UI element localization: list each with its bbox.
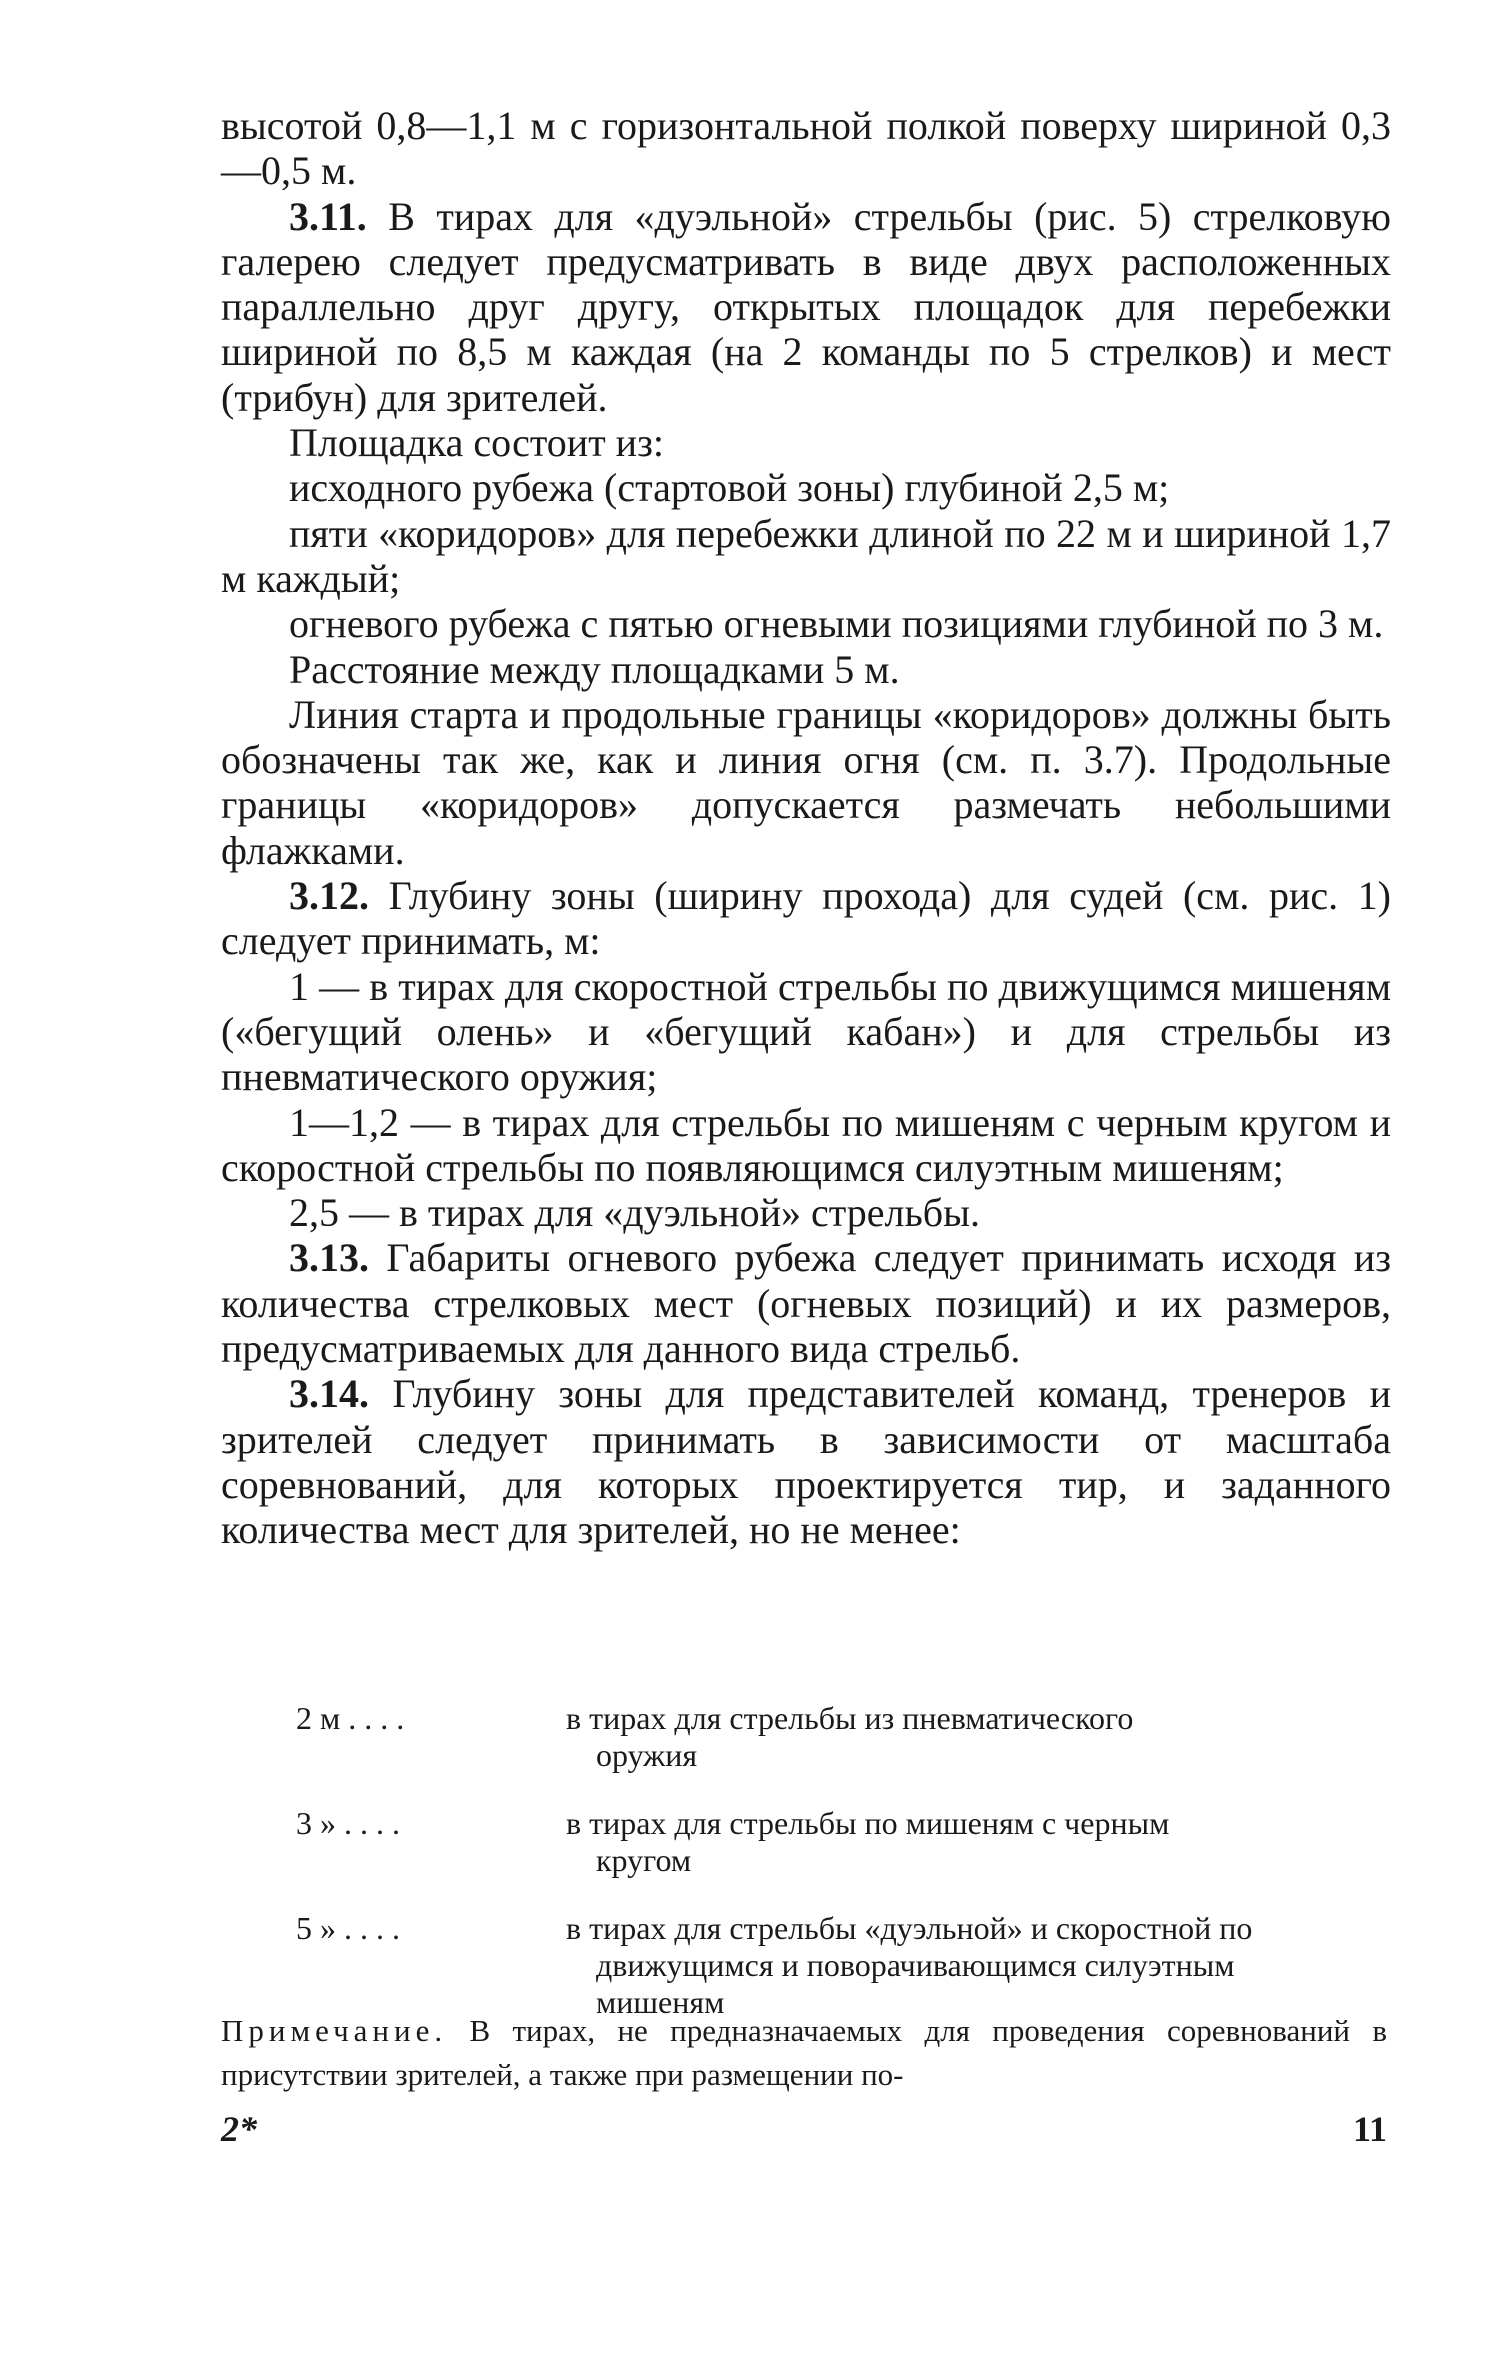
table-row (296, 1700, 1336, 1774)
paragraph: огневого рубежа с пятью огневыми позициями глубиной по 3 м. (289, 601, 1384, 647)
section-number: 3.11. (289, 193, 367, 239)
table-description-line: оружия (596, 1737, 698, 1773)
list-item: 2,5 — в тирах для «дуэльной» стрельбы. (289, 1190, 980, 1236)
paragraph: исходного рубежа (стартовой зоны) глубиной 2,5 м; (289, 465, 1170, 511)
paragraph-text: Глубину зоны (ширину прохода) для судей (см. рис. 1) следует принимать, м: (221, 873, 1391, 964)
section-number: 3.14. (289, 1371, 369, 1417)
table-description-line: в тирах для стрельбы «дуэльной» и скоростной по движущимся и поворачивающимся силуэтным мишеням (566, 1910, 1253, 2020)
table-row (296, 1910, 1336, 2021)
paragraph-text: Глубину зоны для представителей команд, тренеров и зрителей следует принимать в зависимости от масштаба соревнований, для которых проектируется тир, и заданного количества мест для зрителей, но не менее: (221, 1371, 1391, 1553)
paragraph-3-13 (221, 1235, 1391, 1371)
body-text (221, 103, 1391, 1553)
paragraph-3-11 (221, 194, 1391, 420)
page-number: 11 (1352, 2109, 1387, 2149)
section-number: 3.13. (289, 1235, 369, 1281)
list-item: 1—1,2 — в тирах для стрельбы по мишеням с черным кругом и скоростной стрельбы по появляющимся силуэтным мишеням; (221, 1099, 1391, 1190)
table-key: 5 » . . . . (296, 1910, 400, 1946)
depth-table (296, 1700, 1336, 2052)
table-description (566, 1805, 1336, 1879)
paragraph-continuation: высотой 0,8—1,1 м с горизонтальной полкой поверху шириной 0,3—0,5 м. (221, 103, 1391, 194)
table-description (566, 1910, 1336, 2021)
paragraph-text: В тирах для «дуэльной» стрельбы (рис. 5) стрелковую галерею следует предусматривать в виде двух расположенных параллельно друг другу, открытых площадок для перебежки шириной по 8,5 м каждая (на 2 команды по 5 стрелков) и мест (трибун) для зрителей. (221, 193, 1391, 420)
table-row (296, 1805, 1336, 1879)
table-description-line: в тирах для стрельбы из пневматического (566, 1700, 1134, 1736)
note-text: В тирах, не предназначаемых для проведения соревнований в присутствии зрителей, а также при размещении по- (221, 2013, 1387, 2092)
paragraph: Расстояние между площадками 5 м. (289, 646, 900, 692)
table-description-line: в тирах для стрельбы по мишеням с черным (566, 1805, 1170, 1841)
signature-mark: 2* (221, 2109, 257, 2149)
list-item: 1 — в тирах для скоростной стрельбы по движущимся мишеням («бегущий олень» и «бегущий кабан») и для стрельбы из пневматического оружия; (221, 963, 1391, 1100)
note (221, 2009, 1387, 2097)
table-description-line: кругом (596, 1842, 692, 1878)
note-label: Примечание. (221, 2013, 448, 2048)
paragraph-text: Габариты огневого рубежа следует принимать исходя из количества стрелковых мест (огневых позиций) и их размеров, предусматриваемых для данного вида стрельб. (221, 1235, 1391, 1372)
paragraph-3-12 (221, 873, 1391, 964)
paragraph: пяти «коридоров» для перебежки длиной по 22 м и шириной 1,7 м каждый; (221, 510, 1391, 601)
table-description (566, 1700, 1336, 1774)
table-key: 3 » . . . . (296, 1805, 400, 1841)
section-number: 3.12. (289, 873, 369, 919)
paragraph-3-14 (221, 1371, 1391, 1552)
table-key: 2 м . . . . (296, 1700, 405, 1736)
paragraph: Линия старта и продольные границы «коридоров» должны быть обозначены так же, как и линия огня (см. п. 3.7). Продольные границы «коридоров» допускается размечать небольшими флажками. (221, 691, 1391, 873)
paragraph: Площадка состоит из: (289, 420, 664, 466)
